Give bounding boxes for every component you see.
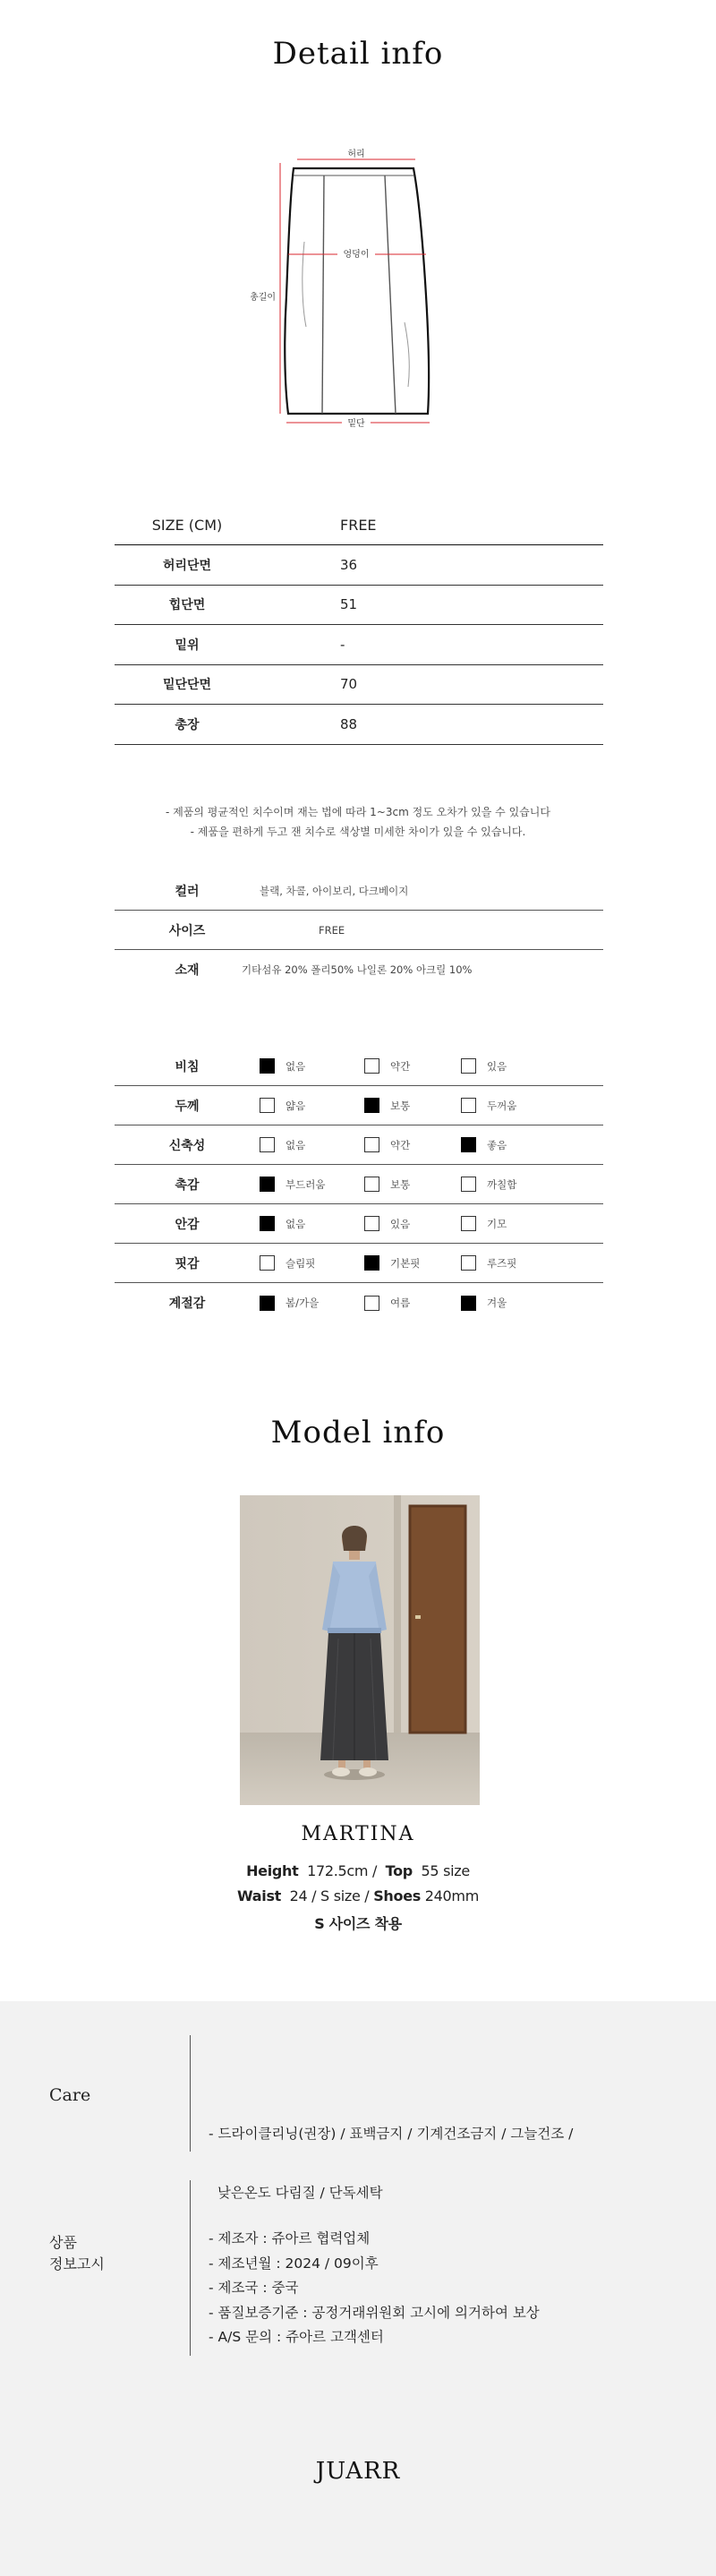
size-row-label: 힙단면 [168, 598, 206, 613]
product-info-table [115, 871, 603, 989]
length-label: 총길이 [251, 293, 276, 303]
model-name: MARTINA [301, 1823, 415, 1845]
height-label: Height [246, 1862, 299, 1879]
attr-row [115, 1125, 603, 1165]
attr-option [364, 1216, 461, 1231]
unchecked-checkbox [461, 1216, 476, 1231]
info-value: 블랙, 차콜, 아이보리, 다크베이지 [260, 884, 409, 897]
checked-checkbox [364, 1255, 379, 1271]
unchecked-checkbox [260, 1098, 275, 1113]
attr-options [260, 1216, 557, 1231]
info-label: 사이즈 [168, 923, 206, 938]
attr-options [260, 1177, 557, 1192]
size-row-value: 36 [340, 556, 358, 573]
height-value: 172.5cm [307, 1862, 369, 1879]
model-measure-line-1: Height 172.5cm / Top 55 size [246, 1862, 470, 1879]
attr-label: 두께 [175, 1099, 200, 1114]
attr-option-label: 좋음 [487, 1138, 507, 1151]
size-row-value: 51 [340, 596, 358, 613]
attr-option-label: 부드러움 [286, 1177, 326, 1191]
attr-option [461, 1216, 557, 1231]
checked-checkbox [461, 1296, 476, 1311]
attr-label: 촉감 [175, 1177, 200, 1193]
care-line: - 드라이클리닝(권장) / 표백금지 / 기계건조금지 / 그늘건조 / [209, 2126, 574, 2142]
hip-label: 엉덩이 [343, 250, 370, 260]
attr-option-label: 없음 [286, 1217, 306, 1230]
attr-option [461, 1296, 557, 1311]
attr-option [461, 1255, 557, 1271]
skirt-diagram-svg [251, 143, 465, 430]
attr-options [260, 1058, 557, 1074]
top-label: Top [385, 1862, 413, 1879]
waist-label: 허리 [347, 150, 365, 159]
list-item: - 품질보증기준 : 공정거래위원회 고시에 의거하여 보상 [209, 2304, 540, 2321]
skirt-outline [285, 168, 429, 414]
detail-info-title: Detail info [272, 36, 444, 72]
unchecked-checkbox [260, 1137, 275, 1152]
checked-checkbox [260, 1216, 275, 1231]
attr-option-label: 겨울 [487, 1297, 507, 1309]
table-row [115, 665, 603, 706]
unchecked-checkbox [364, 1296, 379, 1311]
attr-option [461, 1058, 557, 1074]
attr-option-label: 기모 [487, 1217, 507, 1230]
attr-option-label: 보통 [390, 1099, 411, 1112]
unchecked-checkbox [461, 1255, 476, 1271]
unchecked-checkbox [364, 1177, 379, 1192]
care-text [209, 2084, 573, 2242]
attr-option-label: 루즈핏 [487, 1256, 517, 1270]
unchecked-checkbox [461, 1177, 476, 1192]
table-row [115, 705, 603, 745]
attr-row [115, 1204, 603, 1244]
size-row-value: 70 [340, 676, 358, 693]
attr-label: 비침 [175, 1059, 200, 1074]
attr-option [364, 1177, 461, 1192]
attr-option [461, 1137, 557, 1152]
size-row-value: - [340, 636, 345, 653]
info-value: 기타섬유 20% 폴리50% 나일론 20% 아크릴 10% [242, 963, 473, 976]
checked-checkbox [461, 1137, 476, 1152]
attr-label: 안감 [175, 1217, 200, 1232]
attr-option-label: 슬림핏 [286, 1256, 316, 1270]
size-row-value: 88 [340, 715, 358, 732]
info-row-color [115, 871, 603, 911]
size-row-label: 밑단단면 [162, 678, 212, 693]
attr-options [260, 1296, 557, 1311]
care-divider [190, 2035, 191, 2152]
spec-title-line: 정보고시 [49, 2255, 105, 2272]
info-label: 소재 [175, 963, 200, 978]
spec-title [49, 2232, 105, 2275]
checked-checkbox [260, 1177, 275, 1192]
list-item: - A/S 문의 : 쥬아르 고객센터 [209, 2329, 384, 2345]
attr-row [115, 1283, 603, 1322]
waist-label: Waist [236, 1887, 282, 1904]
attr-option [260, 1255, 364, 1271]
care-line: 낮은온도 다림질 / 단독세탁 [209, 2185, 383, 2201]
skirt-diagram [251, 143, 465, 430]
attr-label: 신축성 [168, 1138, 206, 1153]
attr-option [260, 1058, 364, 1074]
attr-option-label: 봄/가을 [286, 1297, 320, 1309]
shoes-value: 240mm [424, 1887, 479, 1904]
attr-option [260, 1137, 364, 1152]
top-value: 55 size [421, 1862, 470, 1879]
care-title: Care [49, 2085, 91, 2105]
spec-title-line: 상품 [49, 2234, 77, 2251]
attr-options [260, 1255, 557, 1271]
fabric-attributes-table [115, 1047, 603, 1322]
attr-row [115, 1047, 603, 1086]
footer-info-panel [0, 2001, 716, 2576]
attr-option-label: 있음 [390, 1217, 411, 1230]
spec-list [209, 2228, 540, 2351]
size-row-label: 허리단면 [162, 558, 212, 573]
size-header-value: FREE [340, 517, 377, 534]
shoes-label: Shoes [373, 1887, 421, 1904]
attr-option-label: 없음 [286, 1138, 306, 1151]
checked-checkbox [260, 1296, 275, 1311]
model-photo [240, 1495, 480, 1805]
size-notes [0, 802, 716, 842]
attr-option-label: 여름 [390, 1297, 411, 1309]
checked-checkbox [260, 1058, 275, 1074]
waist-value: 24 [289, 1887, 308, 1904]
attr-option-label: 없음 [286, 1059, 306, 1073]
list-item: - 제조년월 : 2024 / 09이후 [209, 2255, 379, 2272]
table-row [115, 586, 603, 626]
attr-option [364, 1296, 461, 1311]
attr-option [260, 1177, 364, 1192]
table-row [115, 625, 603, 665]
attr-option-label: 약간 [390, 1059, 411, 1073]
attr-option [260, 1216, 364, 1231]
attr-options [260, 1098, 557, 1113]
attr-option [461, 1098, 557, 1113]
size-header-label: SIZE (CM) [151, 517, 223, 534]
unchecked-checkbox [364, 1216, 379, 1231]
attr-option-label: 두꺼움 [487, 1099, 517, 1112]
unchecked-checkbox [461, 1058, 476, 1074]
attr-option [364, 1137, 461, 1152]
unchecked-checkbox [461, 1098, 476, 1113]
attr-option-label: 기본핏 [390, 1256, 421, 1270]
table-row [115, 545, 603, 586]
info-value: FREE [319, 923, 345, 937]
attr-option [461, 1177, 557, 1192]
hem-label: 밑단 [347, 419, 365, 429]
note-line: - 제품을 편하게 두고 잰 치수로 색상별 미세한 차이가 있을 수 있습니다. [190, 826, 526, 838]
spec-divider [190, 2180, 191, 2356]
attr-option [364, 1255, 461, 1271]
model-wearing-size: S 사이즈 착용 [314, 1915, 402, 1932]
attr-label: 핏감 [175, 1256, 200, 1271]
unchecked-checkbox [364, 1058, 379, 1074]
attr-option-label: 있음 [487, 1059, 507, 1073]
unchecked-checkbox [364, 1137, 379, 1152]
model-info-title: Model info [270, 1415, 446, 1451]
list-item: - 제조국 : 중국 [209, 2280, 299, 2296]
s-size-value: S size [320, 1887, 361, 1904]
attr-label: 계절감 [168, 1297, 206, 1311]
size-table-header [115, 506, 603, 545]
attr-option-label: 얇음 [286, 1099, 306, 1112]
attr-options [260, 1137, 557, 1152]
size-row-label: 밑위 [175, 638, 200, 653]
attr-option [260, 1098, 364, 1113]
attr-option [364, 1098, 461, 1113]
attr-row [115, 1086, 603, 1125]
attr-option-label: 보통 [390, 1177, 411, 1191]
model-measure-line-2: Waist 24 / S size / Shoes 240mm [236, 1887, 479, 1904]
attr-option [364, 1058, 461, 1074]
info-label: 컬러 [175, 884, 200, 899]
attr-row [115, 1165, 603, 1204]
info-row-size [115, 911, 603, 950]
attr-option-label: 까칠함 [487, 1177, 517, 1191]
note-line: - 제품의 평균적인 치수이며 재는 법에 따라 1~3cm 정도 오차가 있을 수 있습니다 [166, 806, 550, 818]
info-row-material [115, 950, 603, 989]
attr-option-label: 약간 [390, 1138, 411, 1151]
size-row-label: 총장 [175, 717, 200, 732]
list-item: - 제조자 : 쥬아르 협력업체 [209, 2230, 371, 2247]
attr-row [115, 1244, 603, 1283]
brand-logo: JUARR [315, 2458, 401, 2485]
attr-option [260, 1296, 364, 1311]
checked-checkbox [364, 1098, 379, 1113]
size-table [115, 506, 603, 745]
unchecked-checkbox [260, 1255, 275, 1271]
